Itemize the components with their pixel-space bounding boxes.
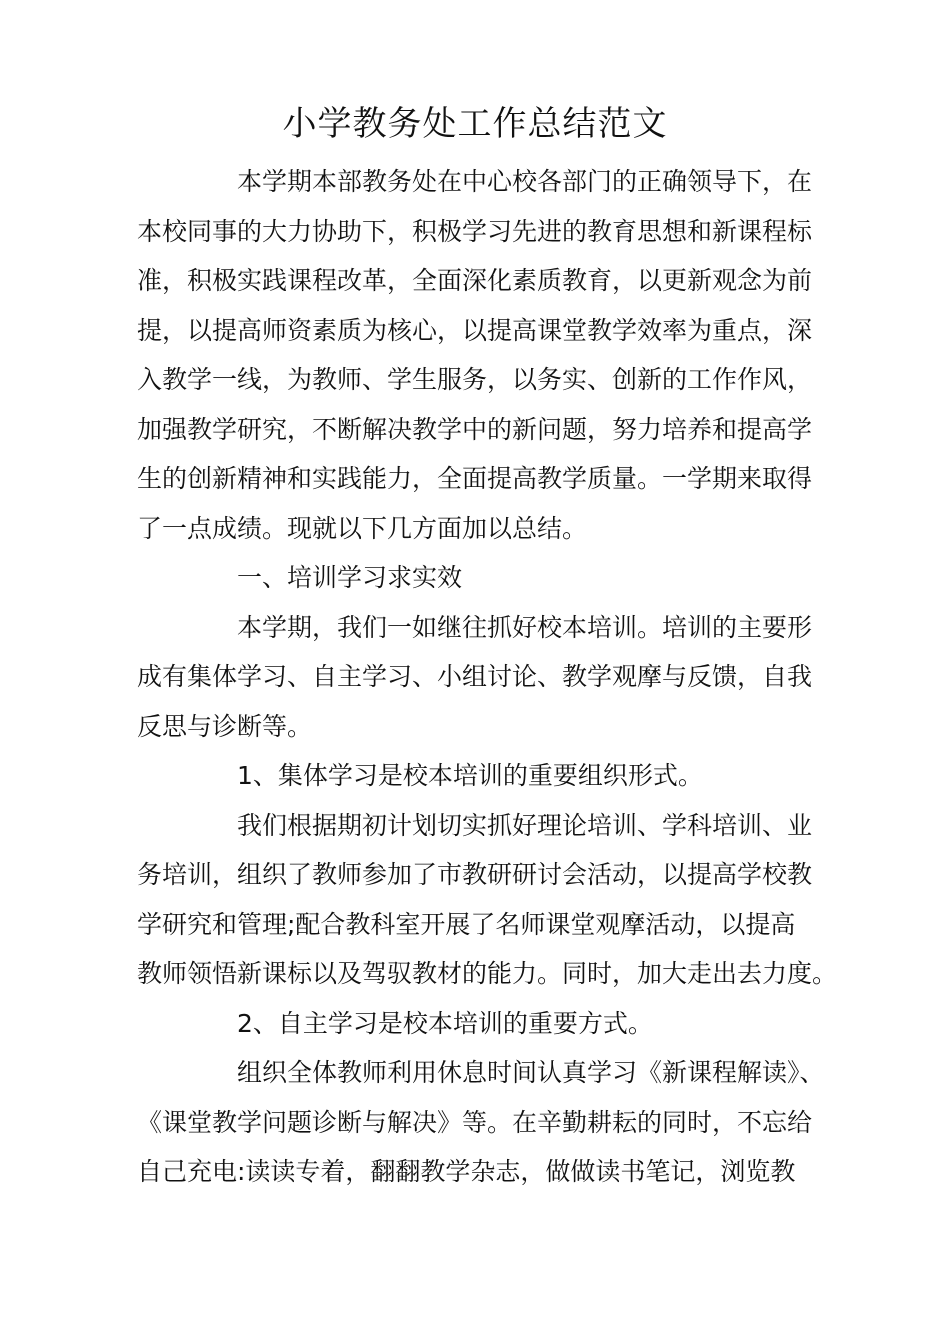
body-line: 我们根据期初计划切实抓好理论培训、学科培训、业 — [237, 810, 813, 840]
body-line: 反思与诊断等。 — [137, 711, 313, 741]
body-line: 教师领悟新课标以及驾驭教材的能力。同时，加大走出去力度。 — [137, 959, 838, 988]
body-line: 学研究和管理;配合教科室开展了名师课堂观摩活动，以提高 — [137, 909, 796, 939]
body-line: 自己充电:读读专着，翻翻教学杂志，做做读书笔记，浏览教 — [137, 1157, 796, 1186]
body-line: 入教学一线，为教师、学生服务，以务实、创新的工作作风， — [137, 365, 813, 394]
body-line: 成有集体学习、自主学习、小组讨论、教学观摩与反馈，自我 — [137, 662, 813, 691]
body-line: 本学期本部教务处在中心校各部门的正确领导下，在 — [237, 167, 813, 196]
body-line: 本校同事的大力协助下，积极学习先进的教育思想和新课程标 — [137, 216, 813, 246]
body-line: 准，积极实践课程改革，全面深化素质教育，以更新观念为前 — [137, 266, 813, 295]
body-line: 务培训，组织了教师参加了市教研研讨会活动，以提高学校教 — [137, 860, 813, 889]
document-body — [137, 157, 838, 1197]
document-title: 小学教务处工作总结范文 — [282, 104, 668, 144]
body-line: 了一点成绩。现就以下几方面加以总结。 — [137, 513, 588, 543]
body-line: 加强教学研究，不断解决教学中的新问题，努力培养和提高学 — [137, 414, 813, 444]
body-line: 组织全体教师利用休息时间认真学习《新课程解读》、 — [237, 1058, 825, 1087]
body-line: 生的创新精神和实践能力，全面提高教学质量。一学期来取得 — [137, 464, 813, 493]
body-line: 《课堂教学问题诊断与解决》等。在辛勤耕耘的同时，不忘给 — [137, 1107, 813, 1137]
subsection-heading: 2、自主学习是校本培训的重要方式。 — [237, 1008, 653, 1038]
subsection-heading: 1、集体学习是校本培训的重要组织形式。 — [237, 761, 703, 790]
body-line: 提，以提高师资素质为核心，以提高课堂教学效率为重点，深 — [137, 315, 813, 345]
body-line: 本学期，我们一如继往抓好校本培训。培训的主要形 — [237, 612, 813, 642]
section-heading: 一、培训学习求实效 — [237, 563, 463, 592]
